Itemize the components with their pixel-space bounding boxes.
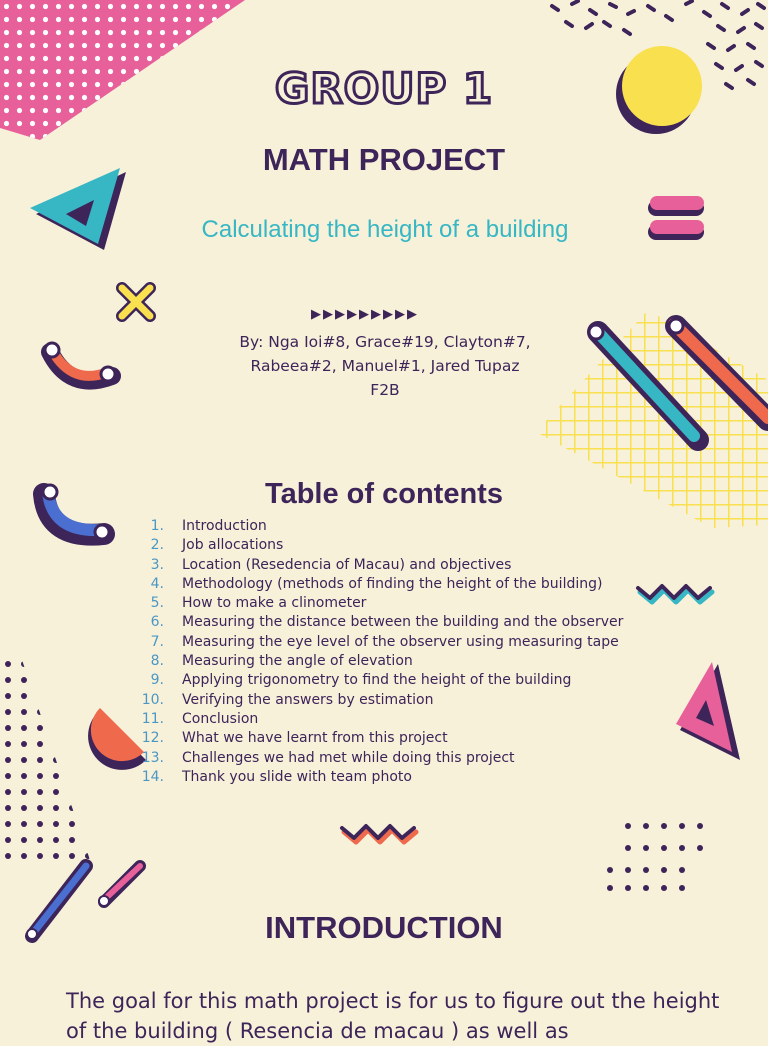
toc-item bbox=[138, 729, 638, 748]
toc-item bbox=[138, 671, 638, 690]
toc-item-text: Applying trigonometry to find the height of the building bbox=[182, 672, 572, 689]
toc-item bbox=[138, 652, 638, 671]
toc-item-text: Conclusion bbox=[182, 710, 259, 727]
toc-item-number: 5. bbox=[150, 595, 164, 612]
toc-item-number: 1. bbox=[150, 518, 164, 534]
introduction-slide bbox=[0, 866, 768, 1043]
toc-item-number: 6. bbox=[150, 614, 164, 631]
toc-item bbox=[138, 556, 638, 575]
toc-item-number: 9. bbox=[150, 672, 164, 689]
dot-cluster-shape bbox=[607, 867, 685, 891]
toc-item bbox=[138, 575, 638, 594]
project-title: MATH PROJECT bbox=[262, 142, 506, 177]
toc-item-number: 7. bbox=[150, 633, 164, 650]
toc-item-number: 2. bbox=[150, 537, 164, 554]
introduction-text: The goal for this math project is for us to figure out the height of the building ( Resencia de macau ) as well as bbox=[66, 989, 720, 1043]
multiply-icon bbox=[122, 288, 150, 316]
toc-item-number: 13. bbox=[141, 749, 164, 766]
toc-item bbox=[138, 749, 638, 768]
toc-item-number: 10. bbox=[141, 691, 164, 708]
toc-item-text: Introduction bbox=[182, 518, 267, 534]
toc-item bbox=[138, 536, 638, 555]
authors-line: Rabeea#2, Manuel#1, Jared Tupaz bbox=[250, 357, 520, 375]
toc-item-text: Job allocations bbox=[182, 537, 284, 554]
toc-item-number: 3. bbox=[150, 556, 164, 573]
equals-icon bbox=[648, 196, 704, 240]
triangle-ruler-icon bbox=[30, 168, 126, 250]
toc-item-text: What we have learnt from this project bbox=[182, 730, 448, 747]
toc-item-number: 4. bbox=[150, 575, 164, 592]
toc-item-number: 8. bbox=[150, 653, 164, 670]
toc-item-text: Measuring the angle of elevation bbox=[182, 653, 413, 670]
toc-item bbox=[138, 691, 638, 710]
class-label: F2B bbox=[370, 381, 400, 399]
toc-item bbox=[138, 768, 638, 787]
toc-item-text: Measuring the distance between the building and the observer bbox=[182, 614, 624, 631]
toc-item-text: Methodology (methods of finding the height of the building) bbox=[182, 575, 603, 592]
project-subtitle: Calculating the height of a building bbox=[201, 216, 569, 243]
toc-item-number: 14. bbox=[141, 768, 164, 785]
toc-list bbox=[138, 517, 638, 787]
small-zigzag-shape bbox=[342, 826, 416, 842]
toc-item bbox=[138, 633, 638, 652]
authors-line: By: Nga Ioi#8, Grace#19, Clayton#7, bbox=[239, 333, 531, 351]
toc-item-text: Thank you slide with team photo bbox=[182, 768, 412, 785]
toc-item bbox=[138, 710, 638, 729]
toc-item-text: Measuring the eye level of the observer using measuring tape bbox=[182, 633, 619, 650]
toc-item bbox=[138, 594, 638, 613]
pink-triangle-icon bbox=[676, 662, 740, 760]
toc-item-text: How to make a clinometer bbox=[182, 595, 367, 612]
toc-title: Table of contents bbox=[265, 478, 503, 510]
toc-item bbox=[138, 613, 638, 632]
dot-grid-shape bbox=[0, 660, 90, 860]
toc-item-text: Verifying the answers by estimation bbox=[182, 691, 434, 708]
toc-item bbox=[138, 517, 638, 536]
toc-item-number: 11. bbox=[141, 710, 164, 727]
toc-item-number: 12. bbox=[141, 730, 164, 747]
toc-item-text: Challenges we had met while doing this project bbox=[182, 749, 515, 766]
authors-block bbox=[190, 330, 580, 402]
toc-item-text: Location (Resedencia of Macau) and objectives bbox=[182, 556, 512, 573]
dot-cluster-shape bbox=[625, 823, 703, 851]
arrow-row-icon: ▶▶▶▶▶▶▶▶▶ bbox=[311, 307, 419, 322]
introduction-title: INTRODUCTION bbox=[265, 910, 503, 945]
group-title: GROUP 1 bbox=[274, 64, 494, 113]
coral-arc-shape bbox=[45, 343, 115, 381]
zigzag-shape bbox=[638, 586, 712, 602]
